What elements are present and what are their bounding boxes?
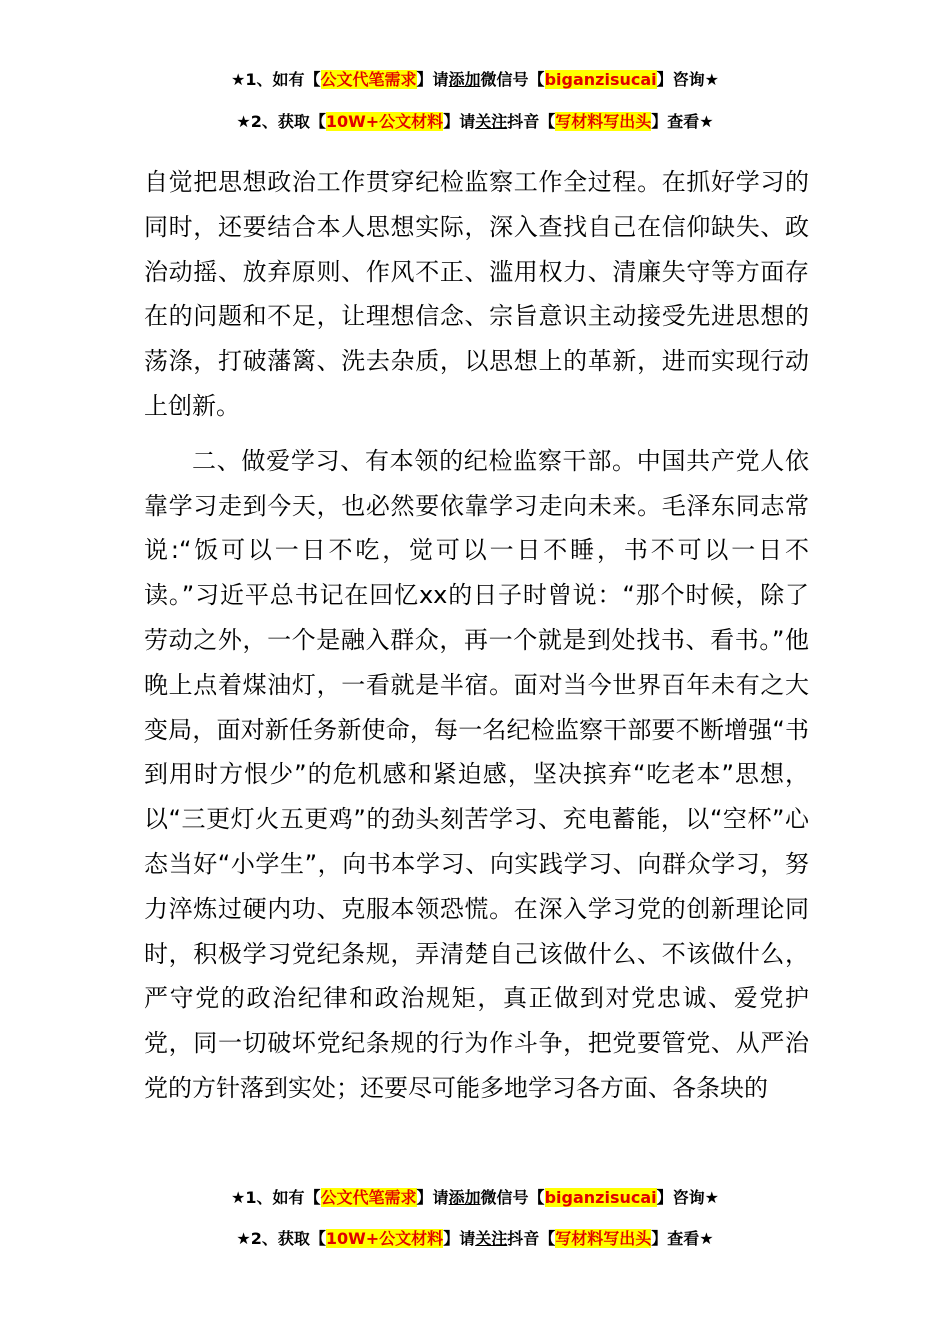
footer-banner-line-1 bbox=[0, 1186, 950, 1210]
banner-text: 】咨询★ bbox=[656, 1188, 719, 1207]
banner-text: 抖音【 bbox=[507, 112, 556, 131]
banner-text: ★2、获取【 bbox=[236, 1229, 326, 1248]
banner-text: 】查看★ bbox=[651, 112, 714, 131]
banner-highlight: 公文代笔需求 bbox=[320, 70, 417, 89]
banner-underline: 关注 bbox=[475, 112, 508, 131]
document-body bbox=[144, 160, 809, 1111]
banner-text: 】请 bbox=[443, 1229, 476, 1248]
banner-highlight: biganzisucai bbox=[544, 70, 657, 89]
banner-text: 】请 bbox=[416, 1188, 449, 1207]
banner-text: ★2、获取【 bbox=[236, 112, 326, 131]
banner-underline: 添加 bbox=[448, 1188, 481, 1207]
banner-text: 】查看★ bbox=[651, 1229, 714, 1248]
banner-text: 微信号【 bbox=[480, 70, 545, 89]
banner-text: 】咨询★ bbox=[656, 70, 719, 89]
banner-highlight: biganzisucai bbox=[544, 1188, 657, 1207]
header-banner-line-2 bbox=[0, 110, 950, 134]
banner-highlight: 10W+公文材料 bbox=[325, 1229, 444, 1248]
banner-highlight: 写材料写出头 bbox=[555, 1229, 652, 1248]
banner-underline: 添加 bbox=[448, 70, 481, 89]
footer-banner-line-2 bbox=[0, 1227, 950, 1251]
banner-text: 】请 bbox=[416, 70, 449, 89]
banner-text: 抖音【 bbox=[507, 1229, 556, 1248]
paragraph-1: 自觉把思想政治工作贯穿纪检监察工作全过程。在抓好学习的同时，还要结合本人思想实际，深入查找自己在信仰缺失、政治动摇、放弃原则、作风不正、滥用权力、清廉失守等方面存在的问题和不足，让理想信念、宗旨意识主动接受先进思想的荡涤，打破藩篱、洗去杂质，以思想上的革新，进而实现行动上创新。 bbox=[144, 168, 809, 420]
paragraph-2: 二、做爱学习、有本领的纪检监察干部。中国共产党人依靠学习走到今天，也必然要依靠学习走向未来。毛泽东同志常说:“饭可以一日不吃，觉可以一日不睡，书不可以一日不读。”习近平总书记在回忆xx的日子时曾说：“那个时候，除了劳动之外，一个是融入群众，再一个就是到处找书、看书。”他晚上点着煤油灯，一看就是半宿。面对当今世界百年未有之大变局，面对新任务新使命，每一名纪检监察干部要不断增强“书到用时方恨少”的危机感和紧迫感，坚决摈弃“吃老本”思想，以“三更灯火五更鸡”的劲头刻苦学习、充电蓄能，以“空杯”心态当好“小学生”，向书本学习、向实践学习、向群众学习，努力淬炼过硬内功、克服本领恐慌。在深入学习党的创新理论同时，积极学习党纪条规，弄清楚自己该做什么、不该做什么，严守党的政治纪律和政治规矩，真正做到对党忠诚、爱党护党，同一切破坏党纪条规的行为作斗争，把党要管党、从严治党的方针落到实处；还要尽可能多地学习各方面、各条块的 bbox=[144, 446, 809, 1102]
banner-text: 微信号【 bbox=[480, 1188, 545, 1207]
header-banner-line-1 bbox=[0, 68, 950, 92]
banner-highlight: 公文代笔需求 bbox=[320, 1188, 417, 1207]
banner-text: 】请 bbox=[443, 112, 476, 131]
banner-text: ★1、如有【 bbox=[231, 70, 321, 89]
banner-highlight: 10W+公文材料 bbox=[325, 112, 444, 131]
banner-underline: 关注 bbox=[475, 1229, 508, 1248]
banner-text: ★1、如有【 bbox=[231, 1188, 321, 1207]
banner-highlight: 写材料写出头 bbox=[555, 112, 652, 131]
